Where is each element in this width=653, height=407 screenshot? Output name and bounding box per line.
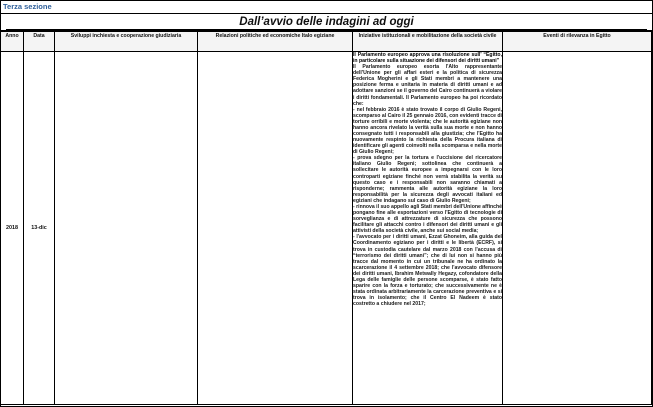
paragraph-risoluzione: Il Parlamento europeo approva una risoluzione sull' “Egitto, in particolare sulla situazione dei difensori dei diritti umani” [353,52,502,65]
cell-data: 13-dic [24,52,55,405]
table-row [1,52,652,405]
document-title: Dall’avvio delle indagini ad oggi [6,15,647,30]
section-label: Terza sezione [1,1,652,14]
paragraph-sdegno: - prova sdegno per la tortura e l'uccisione del ricercatore italiano Giulio Regeni; sottolinea che continuerà a sollecitare le autorità europee a impegnarsi con le loro controparti egiziane finché non verrà stabilita la verità su questo caso e i responsabili non saranno chiamati a risponderne; rammenta alle autorità egiziane la loro responsabilità per la sicurezza degli avvocati italiani ed egiziani che indagano sul caso di Giulio Regeni; [353,155,502,204]
cell-anno: 2018 [1,52,24,405]
table-header-row [1,32,652,52]
cell-eventi-egitto [503,52,652,405]
header-relazioni-politiche: Relazioni politiche ed economiche Italo egiziane [198,32,353,52]
header-iniziative-istituzionali: Iniziative istituzionali e mobilitazione della società civile [353,32,503,52]
paragraph-esportazioni: - rinnova il suo appello agli Stati membri dell'Unione affinché pongano fine alle esportazioni verso l'Egitto di tecnologie di sorveglianza e di attrezzature di sicurezza che possono facilitare gli attacchi contro i difensori dei diritti umani e gli attivisti della società civile, anche sui social media; [353,203,502,235]
header-anno: Anno [1,32,24,52]
iniziative-text [353,52,502,307]
header-eventi-egitto: Eventi di rilevanza in Egitto [503,32,652,52]
title-row [1,14,652,31]
paragraph-corpo-regeni: - nel febbraio 2016 è stato trovato il corpo di Giulio Regeni, scomparso al Cairo il 25 gennaio 2016, con evidenti tracce di torture orribili e morte violenta; che le autorità egiziane non hanno ancora rivelato la verità sulla sua morte e non hanno consegnato tutti i responsabili alla giustizia; che l'Egitto ha nuovamente respinto la richiesta della Procura italiana di identificare gli agenti coinvolti nella scomparsa e nella morte di Giulio Regeni; [353,106,502,156]
header-sviluppi-inchiesta: Sviluppi inchiesta e cooperazione giudiziaria [55,32,198,52]
cell-relazioni-politiche [198,52,353,405]
chronology-table [0,31,652,405]
paragraph-esortazione: Il Parlamento europeo esorta l'Alto rappresentante dell'Unione per gli affari esteri e la politica di sicurezza Federica Mogherini e gli Stati membri a mantenere una posizione ferma e unitaria in materia di diritti umani e ad adottare sanzioni se il governo del Cairo continuerà a violare i diritti fondamentali. Il Parlamento europeo ha poi ricordato che: [353,64,502,107]
header-data: Data [24,32,55,52]
cell-iniziative-istituzionali [353,52,503,405]
cell-sviluppi-inchiesta [55,52,198,405]
paragraph-ezzat-ghoneim: - l'avvocato per i diritti umani, Ezzat Ghoneim, alla guida del Coordinamento egiziano per i diritti e le libertà (ECRF), si trova in custodia cautelare dal marzo 2018 con l'accusa di “terrorismo dei diritti umani”; che di lui non si hanno più tracce dal momento in cui un tribunale ne ha ordinato la scarcerazione il 4 settembre 2018; che l'avvocato difensore dei diritti umani, Ibrahim Metwally Hegazy, cofondatore della Lega delle famiglie delle persone scomparse, è stato fatto sparire con la forza e torturato; che successivamente ne è stata ordinata arbitrariamente la carcerazione preventiva e si trova in isolamento; che il Centro El Nadeem è stato costretto a chiudere nel 2017; [353,234,502,308]
